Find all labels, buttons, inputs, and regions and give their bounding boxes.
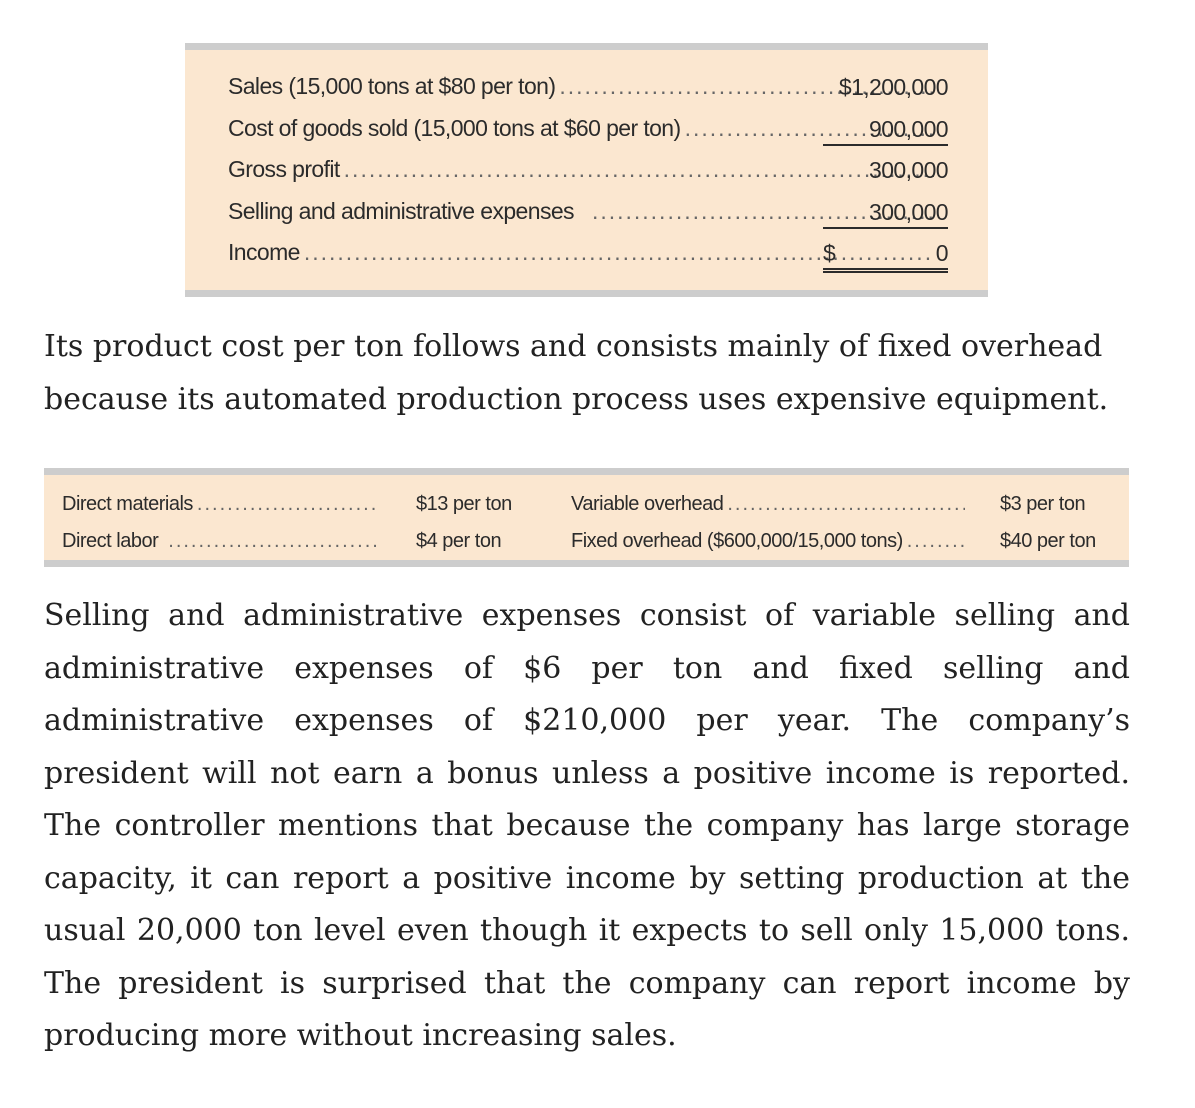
cost-value: $3 per ton xyxy=(1000,492,1086,515)
row-label: Income xyxy=(228,238,300,265)
dollar-sign: $ xyxy=(823,240,836,266)
row-label: Cost of goods sold (15,000 tons at $60 per ton) xyxy=(228,114,681,141)
dot-leader xyxy=(907,530,965,553)
product-cost-table xyxy=(44,468,1129,567)
cost-item-variable-overhead xyxy=(571,487,965,521)
cost-label: Direct labor xyxy=(62,529,159,552)
total-value: 0 xyxy=(935,240,948,266)
cost-value: $40 per ton xyxy=(1000,529,1096,552)
row-label: Gross profit xyxy=(228,155,340,182)
cost-value: $13 per ton xyxy=(416,492,512,515)
dot-leader xyxy=(727,493,965,516)
row-amount: 900,000 xyxy=(823,116,948,146)
dot-leader xyxy=(197,493,380,516)
row-amount-total xyxy=(823,240,948,273)
cost-label: Fixed overhead ($600,000/15,000 tons) xyxy=(571,529,903,552)
cost-item-direct-materials xyxy=(62,487,380,521)
income-statement-table xyxy=(185,43,988,297)
cost-label: Direct materials xyxy=(62,492,193,515)
cost-value: $4 per ton xyxy=(416,529,502,552)
row-amount: 300,000 xyxy=(869,157,948,183)
cost-item-direct-labor xyxy=(62,524,380,558)
cost-item-fixed-overhead xyxy=(571,524,965,558)
row-label: Sales (15,000 tons at $80 per ton) xyxy=(228,72,556,99)
paragraph-product-cost-intro: Its product cost per ton follows and consists mainly of fixed overhead because its automated production process uses expensive equipment. xyxy=(44,329,1109,417)
paragraph-scenario: Selling and administrative expenses consist of variable selling and administrative expenses of $6 per ton and fixed selling and administrative expenses of $210,000 per year. The company’s president will not earn a bonus unless a positive income is reported. The controller mentions that because the company has large storage capacity, it can report a positive income by setting production at the usual 20,000 ton level even though it expects to sell only 15,000 tons. The president is surprised that the company can report income by producing more without increasing sales. xyxy=(44,598,1130,1053)
row-amount: 300,000 xyxy=(823,199,948,229)
row-amount: $1,200,000 xyxy=(838,74,948,100)
row-label: Selling and administrative expenses xyxy=(228,197,574,224)
cost-label: Variable overhead xyxy=(571,492,724,515)
dot-leader xyxy=(168,530,380,553)
